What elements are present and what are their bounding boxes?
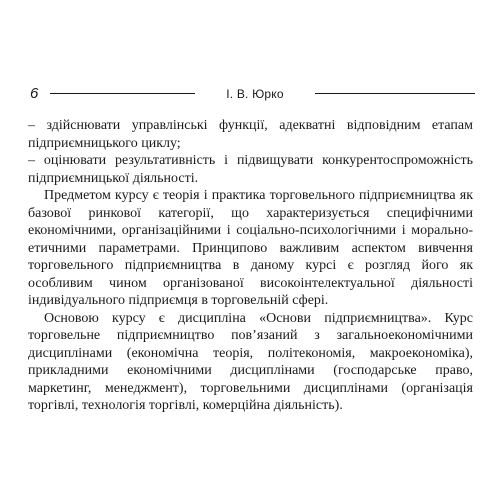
body-text [28,117,473,415]
body-paragraph: Основою курсу є дисципліна «Основи підприємництва». Курс торговельне підприємництво пов’язаний з загальноекономічними дисциплінами (економічна теорія, політекономія, макроекономіка), прикладними економічними дисциплінами (господарське право, маркетинг, менеджмент), торговельними дисциплінами (організація торгівлі, технологія торгівлі, комерційна діяльність). [28,310,473,413]
header-rule-right [315,93,475,94]
bullet-paragraph: – оцінювати результативність і підвищувати конкурентоспроможність підприємницької діяльності. [28,153,473,186]
running-header-author: І. В. Юрко [226,87,284,101]
header-rule-left [50,93,195,94]
page-number: 6 [30,85,39,102]
body-paragraph: Предметом курсу є теорія і практика торговельного підприємництва як базової ринкової категорії, що характеризується специфічними економічними, організаційними і соціально-психологічними і морально-етичними параметрами. Принципово важливим аспектом вивчення торговельного підприємництва в даному курсі є розгляд його як особливим чином організованої високоінтелектуальної діяльності індивідуального підприємця в торговельній сфері. [28,188,473,308]
running-header [30,83,475,105]
bullet-paragraph: – здійснювати управлінські функції, адекватні відповідним етапам підприємницького циклу; [28,118,473,151]
